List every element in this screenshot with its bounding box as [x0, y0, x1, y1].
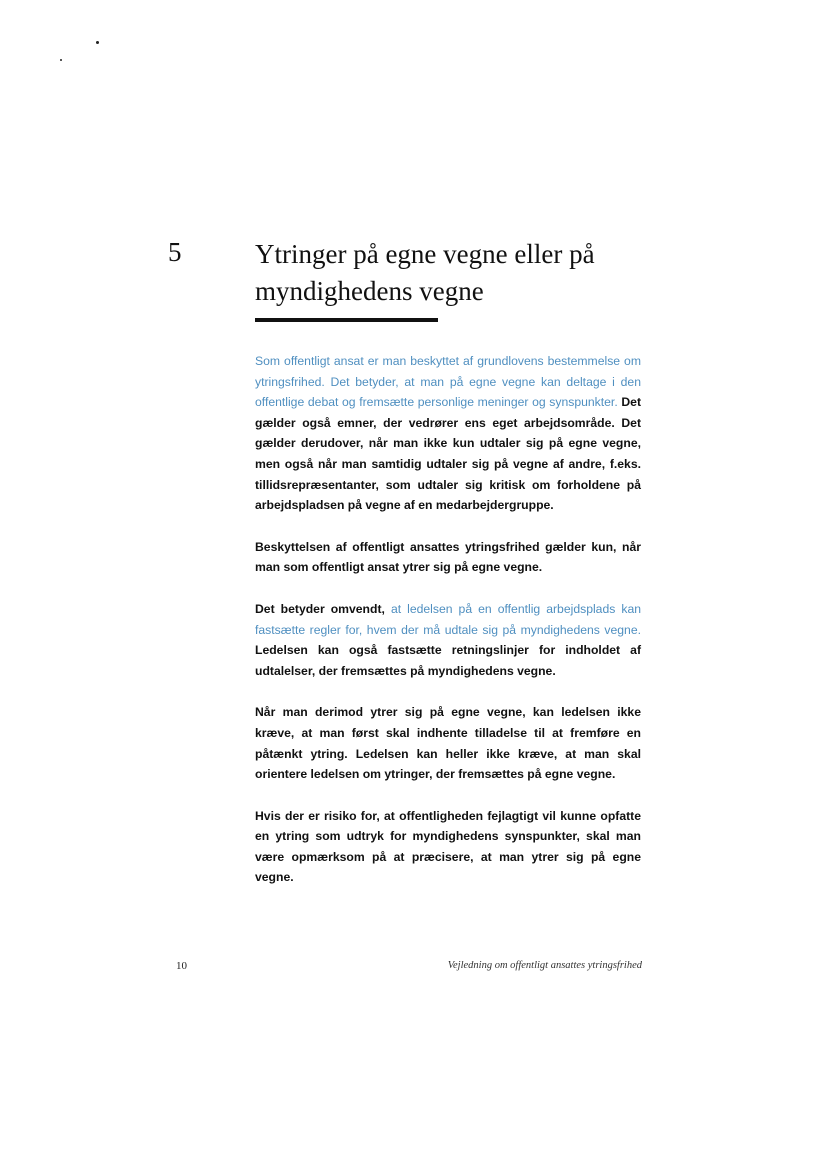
highlighted-text: Som offentligt ansat er man beskyttet af grundlovens bestemmelse om ytringsfrihed. Det betyder, at man på egne vegne kan deltage i den offentlige debat og fremsætte personlige meninger og synspunkter.	[255, 354, 641, 410]
paragraph-5: Hvis der er risiko for, at offentligheden fejlagtigt vil kunne opfatte en ytring som udtryk for myndighedens synspunkter, skal man være opmærksom på at præcisere, at man ytrer sig på egne vegne.	[255, 808, 641, 885]
scan-speck	[96, 41, 99, 44]
paragraph-2: Beskyttelsen af offentligt ansattes ytringsfrihed gælder kun, når man som offentligt ansat ytrer sig på egne vegne.	[255, 539, 641, 575]
chapter-title-line-2: myndighedens vegne	[255, 276, 484, 306]
chapter-number: 5	[168, 237, 182, 267]
paragraph-text: Det betyder omvendt,	[255, 601, 385, 616]
chapter-title	[255, 236, 675, 310]
footer-page-number: 10	[176, 960, 187, 972]
highlighted-text: at ledelsen på en offentlig arbejdsplads kan fastsætte regler for, hvem der må udtale sig på myndighedens vegne.	[255, 601, 642, 637]
paragraph-text: Ledelsen kan også fastsætte retningslinjer for indholdet af udtalelser, der fremsættes på myndighedens vegne.	[255, 643, 641, 678]
title-underline-rule	[255, 318, 438, 322]
paragraph-4: Når man derimod ytrer sig på egne vegne, kan ledelsen ikke kræve, at man først skal indhente tilladelse til at fremføre en påtænkt ytring. Ledelsen kan heller ikke kræve, at man skal orientere ledelsen om ytringer, der fremsættes på egne vegne.	[255, 705, 641, 782]
chapter-title-line-1: Ytringer på egne vegne eller på	[255, 239, 595, 269]
body-text	[255, 351, 641, 909]
footer-publication-title: Vejledning om offentligt ansattes ytringsfrihed	[447, 960, 642, 971]
scan-speck	[60, 59, 62, 61]
paragraph-3	[255, 599, 641, 681]
paragraph-text: Det gælder også emner, der vedrører ens eget arbejdsområde. Det gælder derudover, når man ikke kun udtaler sig på egne vegne, men også når man samtidig udtaler sig på vegne af andre, f.eks. tillidsrepræsentanter, som udtaler sig kritisk om forholdene på arbejdspladsen på vegne af en medarbejdergruppe.	[255, 395, 641, 513]
paragraph-1	[255, 351, 641, 516]
